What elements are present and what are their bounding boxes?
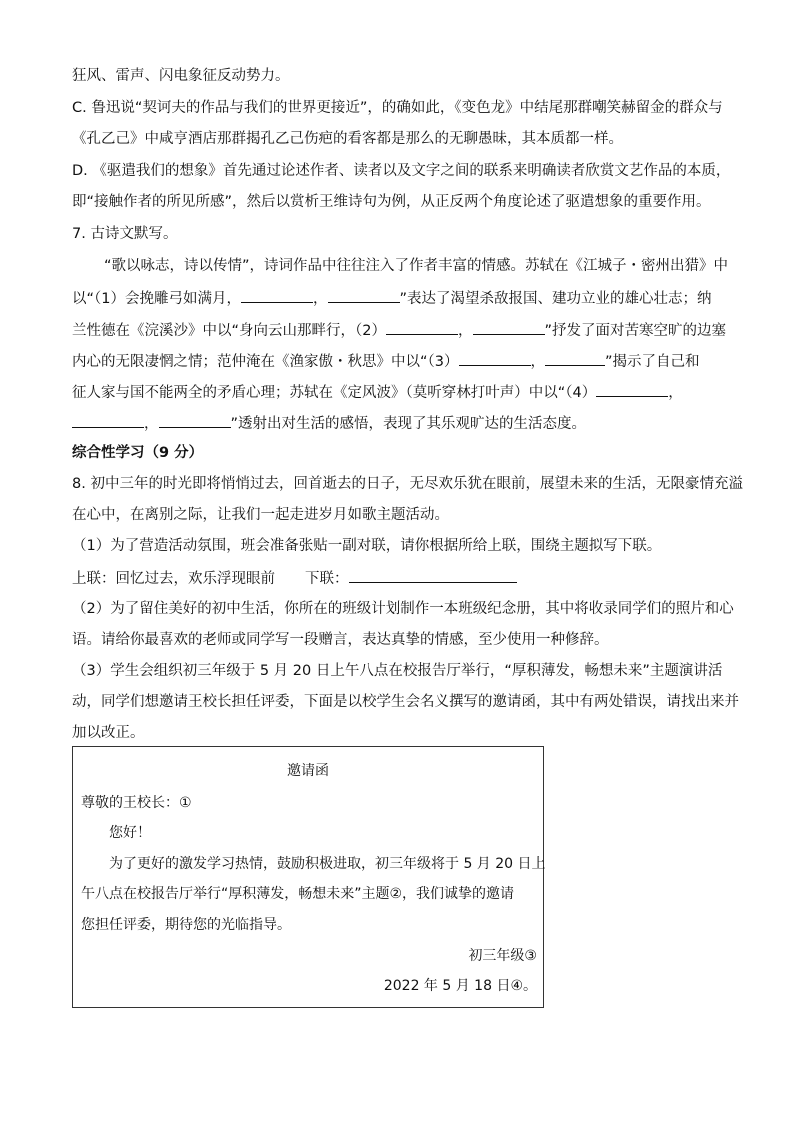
fill-blank[interactable] (473, 319, 545, 335)
letter-salutation: 尊敬的王校长：① (81, 795, 192, 811)
text-segment: ”抒发了面对苦寒空旷的边塞 (544, 323, 727, 339)
question-7-para-line-1: “歌以咏志，诗以传情”，诗词作品中往往注入了作者丰富的情感。苏轼在《江城子・密州出猎》中 (104, 258, 729, 274)
text-segment: ”透射出对生活的感悟，表现了其乐观旷达的生活态度。 (230, 416, 587, 432)
question-8-part-3-line-1: （3）学生会组织初三年级于 5 月 20 日上午八点在校报告厅举行，“厚积薄发，畅想未来”主题演讲活 (72, 663, 723, 679)
text-segment: 内心的无限凄惘之情；范仲淹在《渔家傲・秋思》中以“（3） (72, 354, 459, 370)
question-7-title: 7. 古诗文默写。 (72, 226, 178, 242)
text-segment: ， (144, 416, 159, 432)
fill-blank[interactable] (459, 350, 531, 366)
question-7-para-line-6 (72, 412, 586, 434)
question-8-part-2-line-1: （2）为了留住美好的初中生活，你所在的班级计划制作一本班级纪念册，其中将收录同学们的照片和心 (72, 601, 734, 617)
letter-body-line-3: 您担任评委，期待您的光临指导。 (81, 917, 291, 933)
letter-body-line-2: 午八点在校报告厅举行“厚积薄发，畅想未来”主题②，我们诚挚的邀请 (81, 886, 515, 902)
letter-greeting: 您好！ (109, 825, 151, 841)
text-segment: 兰性德在《浣溪沙》中以“身向云山那畔行，（2） (72, 323, 386, 339)
question-8-part-3-line-2: 动，同学们想邀请王校长担任评委，下面是以校学生会名义撰写的邀请函，其中有两处错误，请找出来并 (72, 694, 739, 710)
option-b-continuation: 狂风、雷声、闪电象征反动势力。 (72, 68, 290, 84)
lower-couplet-label: 下联： (305, 571, 349, 587)
text-segment: ”揭示了自己和 (605, 354, 700, 370)
question-7-para-line-3 (72, 319, 726, 341)
fill-blank[interactable] (72, 412, 144, 428)
fill-blank[interactable] (328, 287, 400, 303)
text-segment: ， (530, 354, 545, 370)
fill-blank[interactable] (241, 287, 313, 303)
text-segment: ”表达了渴望杀敌报国、建功立业的雄心壮志；纳 (399, 291, 712, 307)
text-segment: 征人家与国不能两全的矛盾心理；苏轼在《定风波》（莫听穿林打叶声）中以“（4） (72, 385, 597, 401)
letter-date: 2022 年 5 月 18 日④。 (383, 978, 537, 994)
question-8-part-1: （1）为了营造活动氛围，班会准备张贴一副对联，请你根据所给上联，围绕主题拟写下联。 (72, 538, 662, 554)
fill-blank[interactable] (596, 381, 668, 397)
question-8-line-1: 8. 初中三年的时光即将悄悄过去，回首逝去的日子，无尽欢乐犹在眼前，展望未来的生活，无限豪情充溢 (72, 476, 743, 492)
question-7-para-line-4 (72, 350, 700, 372)
text-segment: ， (458, 323, 473, 339)
fill-blank[interactable] (545, 350, 605, 366)
letter-title: 邀请函 (287, 763, 329, 779)
question-7-para-line-2 (72, 287, 712, 309)
question-7-para-line-5 (72, 381, 683, 403)
option-c-line-2: 《孔乙己》中咸亨酒店那群揭孔乙己伤疤的看客都是那么的无聊愚昧，其本质都一样。 (72, 131, 623, 147)
invitation-letter-box (72, 746, 544, 1008)
question-8-line-2: 在心中，在离别之际，让我们一起走进岁月如歌主题活动。 (72, 507, 449, 523)
upper-couplet: 上联：回忆过去，欢乐浮现眼前 (72, 571, 275, 587)
letter-body-line-1: 为了更好的激发学习热情，鼓励积极进取，初三年级将于 5 月 20 日上 (109, 856, 546, 872)
text-segment: ， (313, 291, 328, 307)
option-c-line-1: C. 鲁迅说“契诃夫的作品与我们的世界更接近”，的确如此，《变色龙》中结尾那群嘲笑赫留金的群众与 (72, 100, 723, 116)
question-8-part-2-line-2: 语。请给你最喜欢的老师或同学写一段赠言，表达真挚的情感，至少使用一种修辞。 (72, 632, 609, 648)
fill-blank[interactable] (159, 412, 231, 428)
lower-couplet-blank[interactable] (349, 567, 517, 583)
text-segment: 以“（1）会挽雕弓如满月， (72, 291, 241, 307)
letter-signature: 初三年级③ (468, 948, 537, 964)
section-heading: 综合性学习（9 分） (72, 445, 204, 461)
fill-blank[interactable] (386, 319, 458, 335)
option-d-line-2: 即“接触作者的所见所感”，然后以赏析王维诗句为例，从正反两个角度论述了驱遣想象的重要作用。 (72, 194, 711, 210)
couplet-line (72, 567, 517, 589)
option-d-line-1: D. 《驱遣我们的想象》首先通过论述作者、读者以及文字之间的联系来明确读者欣赏文艺作品的本质， (72, 163, 731, 179)
text-segment: ， (668, 385, 683, 401)
question-8-part-3-line-3: 加以改正。 (72, 725, 145, 741)
